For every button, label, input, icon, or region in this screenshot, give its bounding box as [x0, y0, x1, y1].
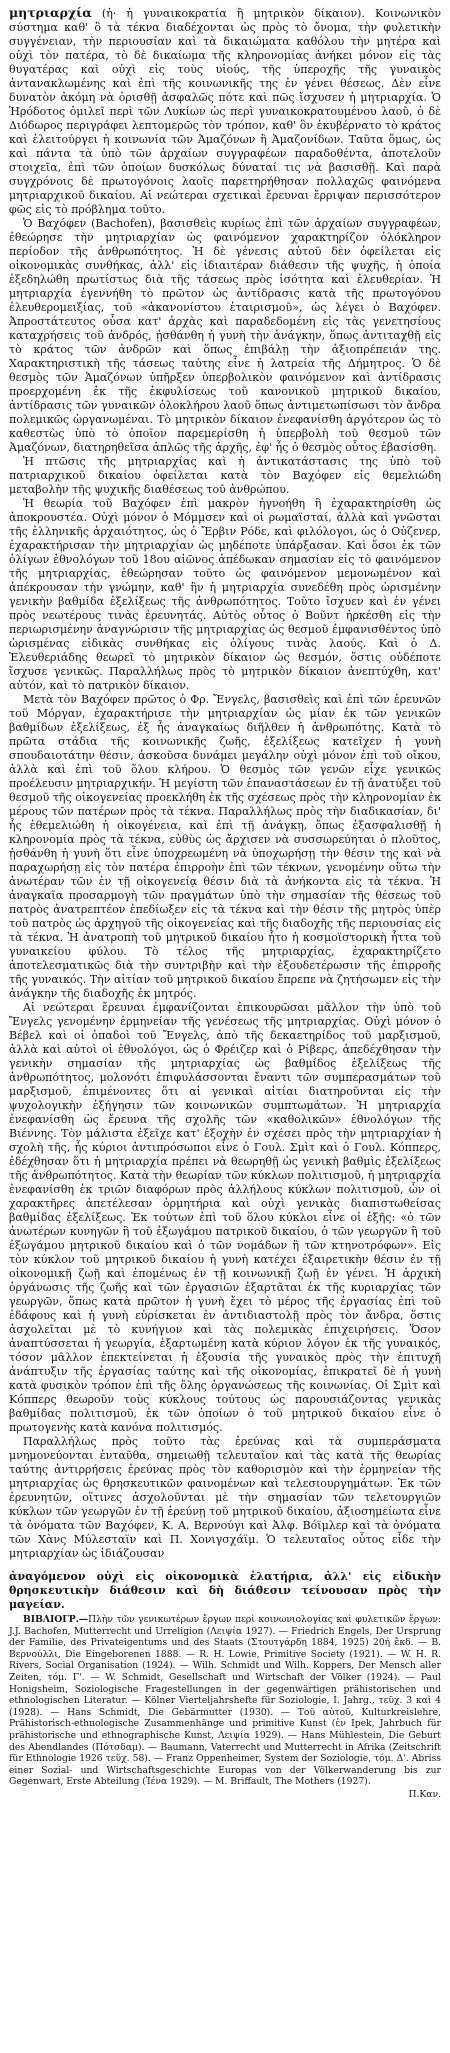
paragraph-1: Κοινωνικὸν σύστημα καθ' ὃ τὰ τέκνα διαδέχονται ὡς πρὸς τὸ ὄνομα, τὴν φυλετικὴν συγγένειαν, τὴν περιουσίαν καὶ τὰ δικαιώματα καθόλου τὴν μητέρα καὶ οὐχὶ τὸν πατέρα, τὸ δὲ δικαίωμα τῆς κληρονομίας ἀνήκει μόνον εἰς τὰς θυγατέρας καὶ οὐχὶ εἰς τοὺς υἱούς, τῆς ὑπεροχῆς τῆς γυναικὸς ἀντανακλωμένης καὶ ἐπὶ τῆς κοινωνικῆς της ἐν γένει θέσεως. Δὲν εἶνε δυνατὸν ἀκόμη νὰ ὁρισθῇ ἀσφαλῶς πότε καὶ πῶς ἴσχυσεν ἡ μητριαρχία. Ὁ Ἡρόδοτος ὁμιλεῖ περὶ τῶν Λυκίων ὡς περὶ γυναικοκρατουμένου λαοῦ, ὁ δὲ Διόδωρος περιγράφει λεπτομερῶς τὸν τρόπον, καθ' ὃν ἐκυβέρνατο τὸ κράτος καὶ ἐλειτούργει ἡ κοινωνία τῶν Ἀμαζόνων ἢ Ἀμαζονίδων. Ταῦτα ὅμως, ὡς καὶ πάντα τὰ ὑπὸ τῶν ἀρχαίων συγγραφέων παραδοθέντα, ἀποτελοῦν στοιχεῖα, ἐπὶ τῶν ὁποίων δυσκόλως δύναταί τις νὰ βασισθῇ. Καὶ παρὰ συγχρόνοις δὲ πρωτογόνοις λαοῖς παρετηρήθησαν πολλαχῶς φαινόμενα μητριαρχικοῦ δικαίου. Αἱ νεώτεραι σχετικαὶ ἔρευναι ἔρριψαν περισσότερον φῶς εἰς τὸ πρόβλημα τοῦτο.: [9, 7, 442, 216]
paragraph-closing: ἀναγόμενον οὐχὶ εἰς οἰκονομικὰ ἐλατήρια, ἀλλ' εἰς εἰδικὴν θρησκευτικὴν διάθεσιν καὶ δὴ διάθεσιν τείνουσαν πρὸς τὴν μαγείαν.: [9, 1570, 441, 1611]
paragraph-reception-of-theory: Ἡ θεωρία τοῦ Βαχόφεν ἐπὶ μακρὸν ἠγνοήθη ἢ ἐχαρακτηρίσθη ὡς ἀποκρουστέα. Οὐχὶ μόνον ὁ Μόμμσεν καὶ οἱ ρωμαϊσταί, ἀλλὰ καὶ γνῶσται τῆς ἑλληνικῆς ἀρχαιότητος, ὡς ὁ Ἔρβιν Ρόδε, καὶ φιλόλογοι, ὡς ὁ Οὐζενερ, ἐχαρακτήρισαν τὴν μητριαρχίαν ὡς μηδέποτε ὑπάρξασαν. Καὶ ὅσοι ἐκ τῶν ὀλίγων ἐθνολόγων τοῦ 18ου αἰῶνος ἀπέδωκαν σημασίαν εἰς τὸ φαινόμενον τῆς μητριαρχίας, ἐθεώρησαν τοῦτο ὡς φαινόμενον μεμονωμένον καὶ ἀπέκρουσαν τὴν γνώμην, καθ' ἣν ἡ μητριαρχία συνεδέθη πρὸς ὡρισμένην γενικὴν βαθμίδα ἐξελίξεως τῆς ἀνθρωπότητος. Τοῦτο ἴσχυεν καὶ ἐν γένει πρὸς νεωτέρους τινὰς ἐρευνητάς. Αὐτὸς οὗτος ὁ Βοῦντ ἠρκέσθη εἰς τὴν περιωρισμένην ἀναγνώρισιν τῆς μητριαρχίας ὡς θεσμοῦ ἐμφανισθέντος ὑπὸ ὡρισμένας εἰδικὰς συνθήκας εἰς ὀλίγους τινὰς λαούς. Καὶ ὁ Δ. Ἐλευθεριάδης θεωρεῖ τὸ μητρικὸν δίκαιον ὡς θεσμόν, ὅστις οὐδέποτε ἴσχυσε γενικῶς. Παραλλήλως πρὸς τὸ μητρικὸν δίκαιον ἀνεπτύχθη, κατ' αὐτόν, καὶ τὸ πατρικὸν δίκαιον.: [9, 497, 441, 692]
entry-definition-gloss: (ἡ· ἡ γυναικοκρατία ἢ μητρικὸν δίκαιον).: [101, 7, 365, 20]
section-gap: [9, 1561, 441, 1570]
bibliography: [9, 1614, 441, 1801]
author-signature: Π.Καν.: [408, 1788, 441, 1800]
paragraph-religious-research: Παραλλήλως πρὸς τοῦτο τὰς ἐρεύνας καὶ τὰ συμπεράσματα μνημονεύονται ἐνταῦθα, σημειωθῇ τελευταῖον καὶ τὰς κατὰ τῆς θεωρίας ταύτης ἀντιρρήσεις ἐρεύνας πρὸς τὸν καθορισμὸν καὶ τὴν ἑρμηνείαν τῆς μητριαρχίας ὡς θρησκευτικῶν φαινομένων καὶ τελεσιουργημάτων. Ἐκ τῶν ἐρευνητῶν, οἵτινες ἀσχολοῦνται μὲ τὴν σημασίαν τῶν τελετουργιῶν κύκλων τῶν γεωργῶν ἐν τῇ ἐρεύνῃ τοῦ μητρικοῦ δικαίου, ἀξιοσημείωτα εἶνε τὰ ὀνόματα τῶν Βαχόφεν, Κ. Α. Βερνούγι καὶ Ἀλφ. Βόϊμλερ καὶ τὰ ὀνόματα τῶν Χὰνς Μύλεσταϊν καὶ Π. Χονιγσχάϊμ. Ὁ τελευταῖος οὗτος εἶδε τὴν μητριαρχίαν ὡς ἰδιάζουσαν: [9, 1435, 441, 1560]
paragraph-bachofen: Ὁ Βαχόφεν (Bachofen), βασισθεὶς κυρίως ἐπὶ τῶν ἀρχαίων συγγραφέων, ἐθεώρησε τὴν μητριαρχίαν ὡς φαινόμενον χαρακτηρίζον ὁλόκληρον περίοδον τῆς ἀνθρωπότητος. Ἡ δὲ γένεσις αὐτοῦ δὲν ὀφείλεται εἰς οἰκονομικὰς συνθήκας, ἀλλ' εἰς ἰδιαιτέραν διάθεσιν τῆς ψυχῆς, ἡ ὁποία ἐξεδηλώθη πρωτίστως διὰ τῆς τάσεως πρὸς ἰσότητα καὶ ἐλευθερίαν. Ἡ μητριαρχία ἐγεννήθη τὸ πρῶτον ὡς ἀντίδρασις κατὰ τῆς πρωτογόνου ἐλευθερομειξίας, τοῦ «ἀκανονίστου ἑταιρισμοῦ», ὡς λέγει ὁ Βαχόφεν. Ἀπροστάτευτος οὖσα κατ' ἀρχὰς καὶ παραδεδομένη εἰς τὰς γενετησίους καταχρήσεις τοῦ ἀνδρός, ᾐσθάνθη ἡ γυνὴ τὴν ἀνάγκην, ὅπως ἀντιταχθῇ εἰς τὸ κράτος τῶν ἀνδρῶν καὶ ὅπως ἐπιβάλῃ τὴν ἀξιοπρέπειάν της. Χαρακτηριστικὴ τῆς τάσεως ταύτης εἶνε ἡ λατρεία τῆς Δήμητρος. Ὁ δὲ θεσμὸς τῶν Ἀμαζόνων ὑπῆρξεν ὑπερβολικὸν φαινόμενον καὶ ἀντίδρασις προερχομένη ἐκ τῆς ἐκφυλίσεως τοῦ κανονικοῦ μητρικοῦ δικαίου, ἀντίδρασις τῶν γυναικῶν ὁλοκλήρου λαοῦ ὅπως ἀντιμετωπίσωσι τὸν ἄνδρα πολεμικῶς ὡργανωμέναι. Τὸ μητρικὸν δίκαιον ἐνεφανίσθη ἀργότερον ὡς τὸ καθεστὼς ὑπὸ τὸ ὁποῖον παρεμερίσθη ἡ ὑπερβολὴ τοῦ θεσμοῦ τῶν Ἀμαζόνων, διατηρηθεῖσα ἁπλῶς τῆς ἀρχῆς, ἐφ' ἧς ὁ θεσμὸς οὗτος ἐβασίσθη.: [9, 217, 441, 454]
bibliography-label: ΒΙΒΛΙΟΓΡ.—: [23, 1614, 89, 1625]
entry-intro-paragraph: [9, 6, 441, 217]
entry-headword: μητριαρχία: [9, 5, 92, 20]
paragraph-recent-research: Αἱ νεώτεραι ἔρευναι ἐμφανίζονται ἐπικουρῶσαι μᾶλλον τὴν ὑπὸ τοῦ Ἔνγελς γενομένην ἑρμηνείαν τῆς γενέσεως τῆς μητριαρχίας. Οὐχὶ μόνον ὁ Βέβελ καὶ οἱ ὀπαδοὶ τοῦ Ἔνγελς, ἀπὸ τῆς δεκαετηρίδος τοῦ μαρξισμοῦ, ἀλλὰ καὶ αὐτοὶ οἱ ἐθνολόγοι, ὡς ὁ Φρέιζερ καὶ ὁ Ρίβερς, ἀπεδέχθησαν τὴν γενικὴν σημασίαν τῆς μητριαρχίας ὡς βαθμίδος ἐξελίξεως τῆς ἀνθρωπότητος, μολονότι ἐπιφυλάσσονται ἔναντι τῶν συμπερασμάτων τοῦ μαρξισμοῦ, ἐπιμένοντες ὅτι αἱ γενικαὶ αἰτίαι διατηροῦνται εἰς τὴν ψυχολογικὴν ἐξήγησιν τῶν κοινωνικῶν συμπτωμάτων. Ἡ μητριαρχία ἐνεφανίσθη ὡς ἔρευνα τῆς σχολῆς τῶν «καθολικῶν» ἐθνολόγων τῆς Βιέννης. Τὸν μάλιστα ἐξεῖχε κατ' ἐξοχὴν ἐν σχέσει πρὸς τὴν μητριαρχίαν ἡ σχολὴ τῆς, ἧς κύριοι ἀντιπρόσωποι εἶνε ὁ Γουλ. Σμὶτ καὶ ὁ Γουλ. Κόππερς, ἐδέχθησαν ὅτι ἡ μητριαρχία πρέπει νὰ θεωρηθῇ ὡς γενικὴ βαθμὶς ἐξελίξεως τῆς ἀνθρωπότητος. Κατὰ τὴν θεωρίαν τῶν κύκλων πολιτισμοῦ, ἡ μητριαρχία ἐνεφανίσθη ἐκ τριῶν διαφόρων πρὸς ἀλλήλους κύκλων πολιτισμοῦ, ὧν οἱ χαρακτῆρες ἀπετέλεσαν ὁρμητήρια καὶ οὐχὶ γενικὰς διαπιστωθείσας βαθμίδας ἐξελίξεως. Ἐκ τούτων ἐπὶ τοῦ ὅλου κύκλοι εἶνε οἱ ἑξῆς: «ὁ τῶν ἀνωτέρων κυνηγῶν ἢ τοῦ ἐξωγάμου πατρικοῦ δικαίου, ὁ τῶν γεωργῶν ἢ τοῦ ἐξωγάμου μητρικοῦ δικαίου καὶ ὁ τῶν νομάδων ἢ τῶν κτηνοτρόφων». Εἰς τὸν κύκλον τοῦ μητρικοῦ δικαίου ἡ γυνὴ κατέχει ἐξαιρετικὴν θέσιν ἐν τῇ οἰκονομικῇ ζωῇ καὶ ἐπομένως ἐν τῇ κοινωνικῇ ζωῇ ἐν γένει. Ἡ ἀρχικὴ ὀργάνωσις τῆς ζωῆς καὶ τῶν ἐργασιῶν ἐξαρτᾶται ἐκ τῆς κυριαρχίας τῶν γεωργῶν, ὅπως κατὰ πρῶτον ἡ γυνὴ ἔχει τὸ μέρος τῆς ἐργασίας ἐπὶ τοῦ ἐδάφους καὶ ἡ γυνὴ εὑρίσκεται ἐν ἀντιδιαστολῇ πρὸς τὸν ἄνδρα, ὅστις ἀσχολεῖται μὲ τὸ κυνήγιον καὶ τὰς πολεμικὰς ἐπιχειρήσεις. Ὅσον ἀναπτύσσεται ἡ γεωργία, ἐξαρτωμένη κατὰ κύριον λόγον ἐκ τῆς γυναικός, τόσον μᾶλλον ἐπεκτείνεται ἡ ἐξουσία τῆς γυναικὸς πρὸς τὴν ἐπιτυχῆ ἀνάπτυξιν τῆς ἐργασίας ταύτης καὶ τῆς οἰκονομίας, ἐπικρατεῖ δὲ ἡ γυνὴ κατὰ φυσικὸν τρόπον ἐπὶ τῆς ὅλης ὀργανώσεως τῆς κοινωνίας. Οἱ Σμὶτ καὶ Κόππερς θεωροῦν τοὺς κύκλους τούτους ὡς παρουσιάζοντας γενικὰς βαθμίδας πολιτισμοῦ, ἐκ τῶν ὁποίων ὁ τοῦ μητρικοῦ δικαίου εἶνε ὁ πρωτογενὴς κατὰ κανόνα πολιτισμός.: [9, 1001, 441, 1434]
bibliography-text: Πλὴν τῶν γενικωτέρων ἔργων περὶ κοινωνιολογίας καὶ φυλετικῶν ἔργων: J.J. Bachofen, Mutterrecht und Urreligion (Λειψία 1927). — Friedrich Engels, Der Ursprung der Familie, des Privateigentums und des Staats (Στουτγάρδη 1884, 1925) 20ή ἔκδ. — Β. Βερνούλλι, Die Eingeborenen 1888. — R. H. Lowie, Primitive Society (1921). — W. H. R. Rivers, Social Organisation (1924). — Wilh. Schmidt und Wilh. Koppers, Der Mensch aller Zeiten, τόμ. Γ'. — W. Schmidt, Gesellschaft und Wirtschaft der Völker (1924). — Paul Honigsheim, Soziologische Fragestellungen in der gegenwärtigen prähistorischen und ethnologischen Literatur. — Kölner Vierteljahrshefte für Soziologie, I. Jahrg., τεῦχ. 3 καὶ 4 (1928). — Hans Schmidt, Die Gebärmutter (1930). — Τοῦ αὐτοῦ, Kulturkreislehre, Prähistorisch-ethnologische Zusammenhänge und primitive Kunst (ἐν Ipek, Jahrbuch für prähistorische und ethnographische Kunst, Λειψία 1929). — Hans Mühlestein, Die Geburt des Abendlandes (Πότσδαμ). — Baumann, Vaterrecht und Mutterrecht in Afrika (Zeitschrift für Ethnologie 1926 τεῦχ. 58). — Franz Oppenheimer, System der Soziologie, τόμ. Δ'. Abriss einer Sozial- und Wirtschaftsgeschichte Europas von der Völkerwanderung bis zur Gegenwart, Erste Abteilung (Ἰένα 1929). — M. Briffault, The Mothers (1927).: [9, 1614, 441, 1788]
paragraph-fall-of-matriarchy: Ἡ πτῶσις τῆς μητριαρχίας καὶ ἡ ἀντικατάστασις της ὑπὸ τοῦ πατριαρχικοῦ δικαίου ὀφείλεται κατὰ τὸν Βαχόφεν εἰς θεμελιώδη μεταβολὴν τῆς ψυχικῆς διαθέσεως τοῦ ἀνθρώπου.: [9, 455, 441, 496]
paragraph-engels: Μετὰ τὸν Βαχόφεν πρῶτος ὁ Φρ. Ἔνγελς, βασισθεὶς καὶ ἐπὶ τῶν ἐρευνῶν τοῦ Μόργαν, ἐχαρακτήρισε τὴν μητριαρχίαν ὡς μίαν ἐκ τῶν γενικῶν βαθμίδων ἐξελίξεως, ἐξ ἧς ἀναγκαίως διῆλθεν ἡ ἀνθρωπότης. Κατὰ τὸ πρῶτα στάδια τῆς κοινωνικῆς ζωῆς, ἐξελίξεως κατεῖχεν ἡ γυνὴ σπουδαιοτάτην θέσιν, ἀσκοῦσα δυνάμει μεγάλην οὐχὶ μόνον ἐπὶ τοῦ οἴκου, ἀλλὰ καὶ ἐπὶ τοῦ ὅλου κλήρου. Ὁ θεσμὸς τῶν γενῶν εἶχε γενικῶς προέλευσιν μητριαρχικήν. Ἡ μεγίστη τῶν ἐπαναστάσεων ἐν τῇ ἀνατύξει τοῦ θεσμοῦ τῆς οἰκογενείας προεκλήθη ἐκ τῆς σχέσεως πρὸς τὴν κληρονομίαν ἐκ μέρους τῶν πατέρων πρὸς τὰ τέκνα. Παραλλήλως πρὸς τὴν διαδικασίαν, δι' ἧς ἐθεμελιώθη ἡ οἰκογένεια, καὶ ἐπὶ τῇ ἀνάγκῃ, ὅπως ἐξασφαλισθῇ ἡ κληρονομία πρὸς τὰ τέκνα, εὐθὺς ὡς ἄρχισεν νὰ συσσωρεύηται ὁ πλοῦτος, ᾐσθάνθη ἡ γυνὴ ὅτι εἶνε ὑποχρεωμένη νὰ ὑποχωρήσῃ τὴν θέσιν της καὶ νὰ παραχωρήσῃ εἰς τὸν πατέρα ἐπιρροὴν ἐπὶ τῶν τέκνων, γενομένην οὕτω τὴν ἀνωτέραν τῶν ἐν τῇ οἰκογενείᾳ θέσιν διὰ τὰ ἀνήκοντα εἰς τὰ τέκνα. Ἡ ἀναγκαῖα προσαρμογὴ τῶν πραγμάτων ὑπὸ τὴν σημασίαν τῆς θέσεως τοῦ πατρὸς ἀνατρεπτέον ἐπεδίωξεν εἰς τὰ τέκνα καὶ τὴν θέσιν τῆς μητρὸς ὑπὲρ τοῦ πατρὸς ὡς ἀρχηγοῦ τῆς οἰκογενείας καὶ τῆς διαδοχῆς τῆς περιουσίας εἰς τὰ τέκνα. Ἡ ἀνατροπὴ τοῦ μητρικοῦ δικαίου ἦτο ἡ κοσμοϊστορικὴ ἧττα τοῦ γυναικείου φύλου. Τὸ τέλος τῆς μητριαρχίας, ἐχαρακτηρίζετο ἀποτελεσματικῶς διὰ τὴν συντριβὴν καὶ τὴν ἐξουδετέρωσιν τῆς ἐπιρροῆς τῆς γυναικός. Τὴν αἰτίαν τοῦ μητρικοῦ δικαίου ἔπρεπε νὰ ζητήσωμεν εἰς τὴν ἀνάγκην τῆς διαδοχῆς ἐκ μητρός.: [9, 693, 441, 1000]
